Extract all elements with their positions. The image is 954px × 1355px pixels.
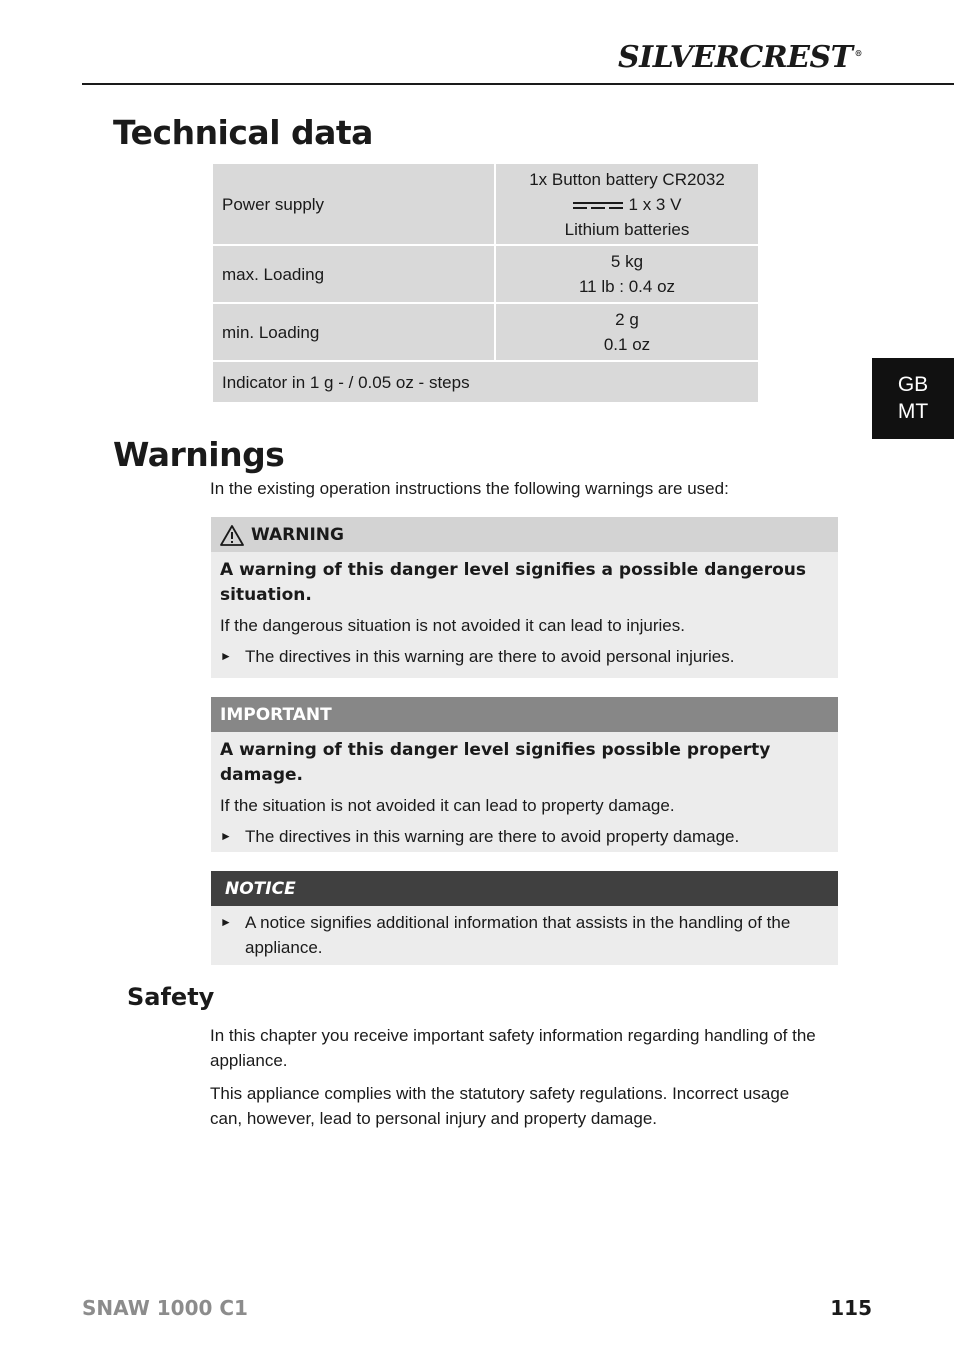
language-tab: GB MT [872,358,954,439]
list-item: ► The directives in this warning are there to avoid property damage. [220,824,826,849]
bullet-arrow-icon: ► [220,829,232,843]
important-box-header: IMPORTANT [211,697,838,732]
important-box [211,697,838,852]
table-row [212,303,759,361]
table-row [212,163,759,245]
list-item: ► A notice signifies additional information that assists in the handling of the appliance. [220,910,826,960]
indicator-steps: Indicator in 1 g - / 0.05 oz - steps [212,361,759,403]
warnings-intro: In the existing operation instructions the following warnings are used: [210,479,729,498]
bullet-arrow-icon: ► [220,649,232,663]
notice-box-header: NOTICE [211,871,838,906]
list-item: ► The directives in this warning are there to avoid personal injuries. [220,644,826,669]
warning-triangle-icon [220,524,244,546]
safety-paragraph-1: In this chapter you receive important safety information regarding handling of the appliance. [210,1026,816,1070]
row-label: min. Loading [212,303,495,361]
footer-model: SNAW 1000 C1 [82,1296,248,1320]
row-value: 5 kg 11 lb : 0.4 oz [495,245,759,303]
warning-box-header: WARNING [211,517,838,552]
row-label: Power supply [212,163,495,245]
important-lead: A warning of this danger level signifies possible property damage. [220,740,771,785]
row-label: max. Loading [212,245,495,303]
warning-lead: A warning of this danger level signifies a possible dangerous situation. [220,560,806,605]
page-number: 115 [830,1296,872,1320]
notice-box [211,871,838,965]
row-value: 2 g 0.1 oz [495,303,759,361]
warning-box [211,517,838,678]
table-row [212,245,759,303]
direct-current-icon [573,199,623,211]
safety-paragraph-2: This appliance complies with the statutory safety regulations. Incorrect usage can, however, lead to personal injury and property damage. [210,1084,790,1128]
safety-title: Safety [127,983,215,1011]
warnings-title: Warnings [113,435,285,474]
technical-data-title: Technical data [113,113,373,152]
header-rule [82,83,954,85]
bullet-arrow-icon: ► [220,915,232,929]
important-text: If the situation is not avoided it can lead to property damage. [220,796,675,815]
row-value: 1x Button battery CR2032 1 x 3 V Lithium batteries [495,163,759,245]
table-row [212,361,759,403]
brand-logo: SILVERCREST ® [618,40,862,75]
warning-text: If the dangerous situation is not avoided it can lead to injuries. [220,616,685,635]
technical-data-table [211,162,760,404]
